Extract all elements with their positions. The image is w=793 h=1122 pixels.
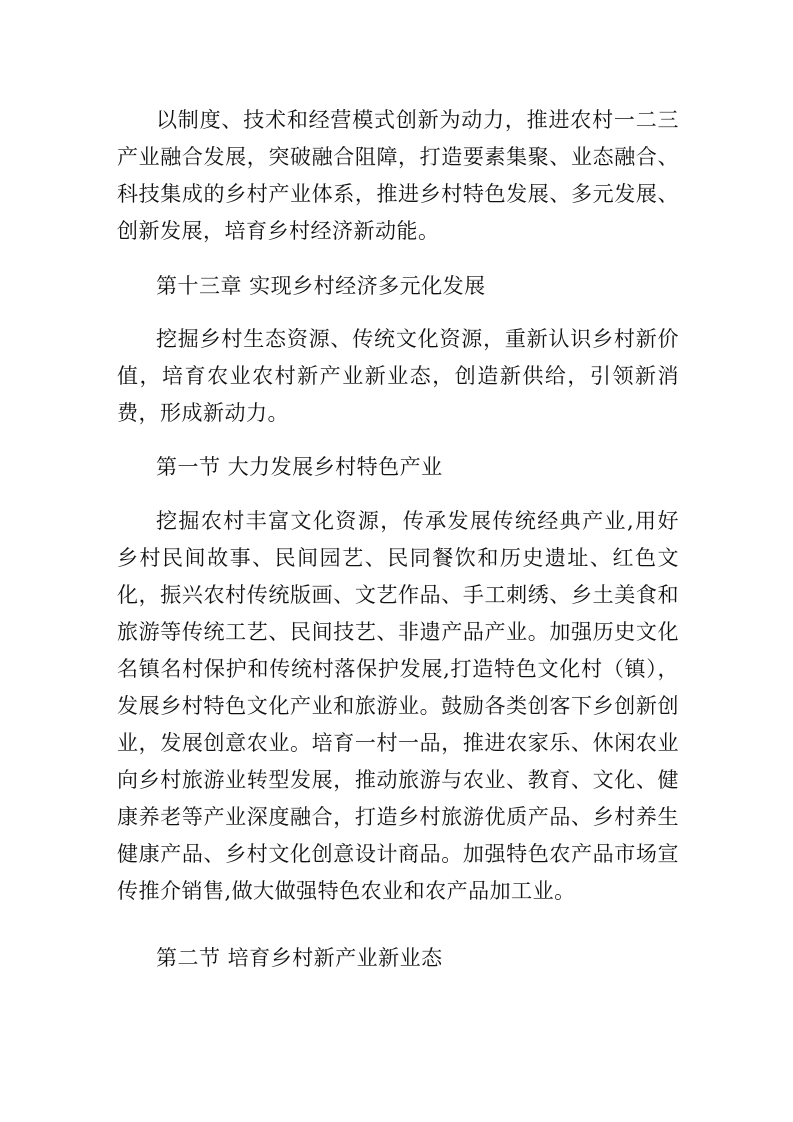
section-heading: 第一节 大力发展乡村特色产业 — [156, 455, 443, 479]
section-heading: 第二节 培育乡村新产业新业态 — [156, 946, 443, 970]
body-paragraph: 以制度、技术和经营模式创新为动力，推进农村一二三产业融合发展，突破融合阻障，打造要素集聚、业态融合、科技集成的乡村产业体系，推进乡村特色发展、多元发展、创新发展，培育乡村经济新动能。 — [117, 108, 679, 243]
chapter-heading: 第十三章 实现乡村经济多元化发展 — [156, 274, 486, 298]
body-paragraph: 挖掘农村丰富文化资源，传承发展传统经典产业,用好乡村民间故事、民间园艺、民同餐饮和历史遗址、红色文化，振兴农村传统版画、文艺作品、手工刺绣、乡土美食和旅游等传统工艺、民间技艺、非遗产品产业。加强历史文化名镇名村保护和传统村落保护发展,打造特色文化村（镇），发展乡村特色文化产业和旅游业。鼓励各类创客下乡创新创业，发展创意农业。培育一村一品，推进农家乐、休闲农业向乡村旅游业转型发展，推动旅游与农业、教育、文化、健康养老等产业深度融合，打造乡村旅游优质产品、乡村养生健康产品、乡村文化创意设计商品。加强特色农产品市场宣传推介销售,做大做强特色农业和农产品加工业。 — [117, 509, 679, 903]
body-paragraph: 挖掘乡村生态资源、传统文化资源，重新认识乡村新价值，培育农业农村新产业新业态，创造新供给，引领新消费，形成新动力。 — [117, 327, 679, 425]
